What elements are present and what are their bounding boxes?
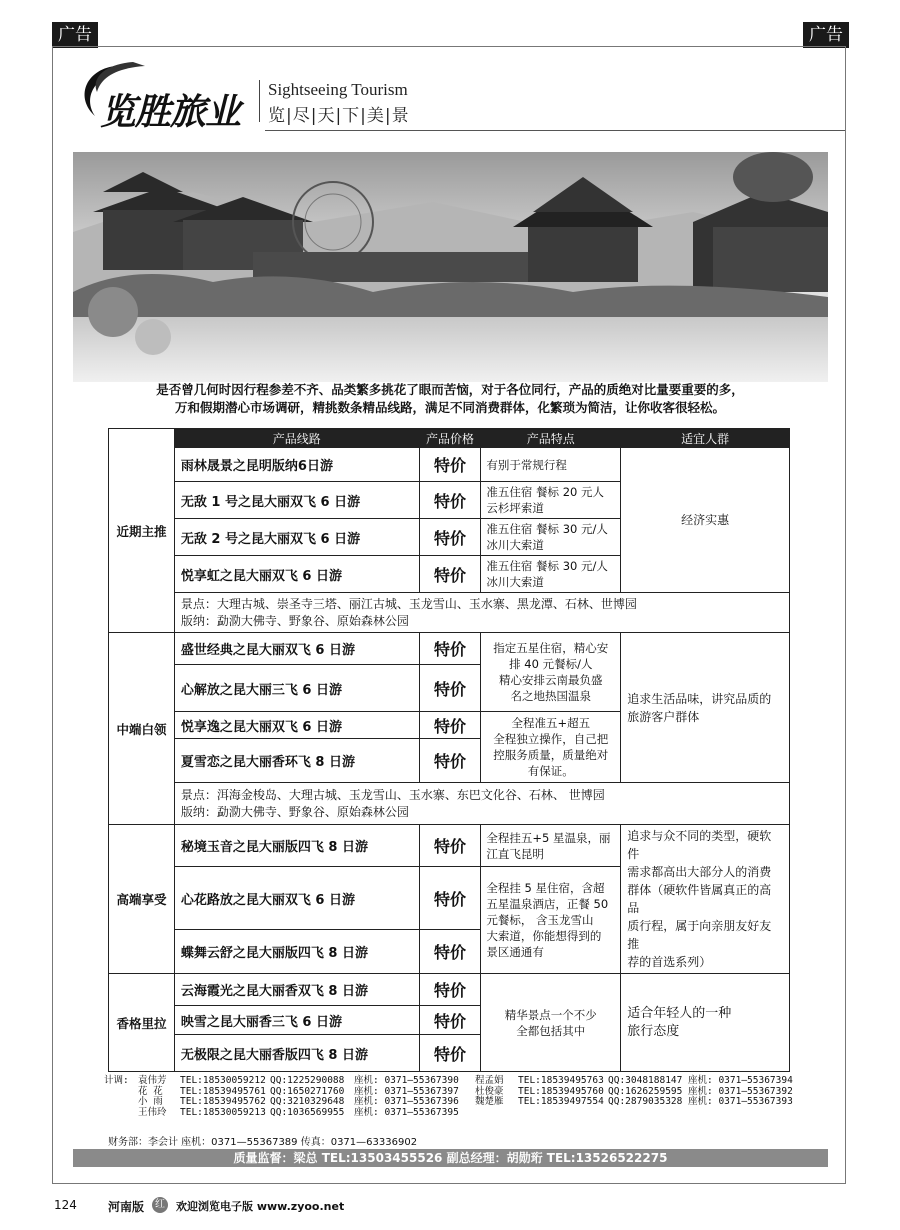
- contact-phone: 座机: 0371—55367395: [354, 1106, 459, 1118]
- contact-qq: QQ:1650271760: [270, 1085, 345, 1097]
- contacts-label: 计调:: [104, 1075, 129, 1086]
- price-cell: 特价: [419, 974, 481, 1006]
- scenic-cell: 景点：洱海金梭岛、大理古城、玉龙雪山、玉水寨、东巴文化谷、石林、 世博园 版纳：勐泐大佛寺、野象谷、原始森林公园: [174, 783, 789, 825]
- contact-phone: 座机: 0371—55367396: [354, 1096, 459, 1107]
- route-name: 无极限之昆大丽香版四飞 8 日游: [174, 1035, 419, 1072]
- price-cell: 特价: [419, 739, 481, 783]
- route-name: 悦享逸之昆大丽双飞 6 日游: [174, 712, 419, 739]
- route-name: 夏雪恋之昆大丽香环飞 8 日游: [174, 739, 419, 783]
- route-name: 盛世经典之昆大丽双飞 6 日游: [174, 633, 419, 665]
- banner-landscape-image: [73, 152, 828, 382]
- contact-name: 魏楚雁: [475, 1096, 504, 1107]
- price-cell: 特价: [419, 867, 481, 930]
- page-number: 124: [54, 1198, 77, 1212]
- contact-tel: TEL:18539495760: [518, 1085, 604, 1097]
- contact-qq: QQ:1225290088: [270, 1075, 345, 1086]
- feature-cell: 全程挂五+5 星温泉，丽 江直飞昆明: [481, 825, 621, 867]
- feature-cell: 准五住宿 餐标 30 元/人 冰川大索道: [481, 519, 621, 556]
- audience-cell: 追求生活品味，讲究品质的 旅游客户群体: [621, 633, 790, 783]
- contact-phone: 座机: 0371—55367393: [688, 1096, 793, 1107]
- price-cell: 特价: [419, 1035, 481, 1072]
- feature-cell: 精华景点一个不少 全都包括其中: [481, 974, 621, 1072]
- scenic-row: [109, 593, 790, 633]
- contact-name: 花 花: [138, 1085, 163, 1097]
- price-cell: 特价: [419, 633, 481, 665]
- price-cell: 特价: [419, 1006, 481, 1035]
- contact-qq: QQ:2879035328: [608, 1096, 683, 1107]
- route-name: 心解放之昆大丽三飞 6 日游: [174, 665, 419, 712]
- feature-cell: 准五住宿 餐标 30 元/人 冰川大索道: [481, 556, 621, 593]
- contact-name: 程孟娟: [475, 1075, 504, 1086]
- contact-qq: QQ:3210329648: [270, 1096, 345, 1107]
- intro-line-1: 是否曾几何时因行程参差不齐、品类繁多挑花了眼而苦恼，对于各位同行，产品的质绝对比量要重要的多，: [156, 382, 744, 397]
- edition-badge-icon: 红: [152, 1197, 168, 1213]
- table-row: [109, 448, 790, 482]
- contact-phone: 座机: 0371—55367397: [354, 1085, 459, 1097]
- contact-phone: 座机: 0371—55367392: [688, 1085, 793, 1097]
- feature-cell: 指定五星住宿，精心安 排 40 元餐标/人 精心安排云南最负盛 名之地热国温泉: [481, 633, 621, 712]
- contact-name: 王伟玲: [138, 1106, 167, 1118]
- table-row: [109, 974, 790, 1006]
- route-name: 雨林晟景之昆明版纳6日游: [174, 448, 419, 482]
- contact-tel: TEL:18539495761: [180, 1085, 266, 1097]
- table-row: [109, 825, 790, 867]
- contact-tel: TEL:18530059212: [180, 1075, 266, 1086]
- price-cell: 特价: [419, 448, 481, 482]
- category-cell: 高端享受: [109, 825, 175, 974]
- table-header: 适宜人群: [621, 429, 790, 448]
- price-cell: 特价: [419, 712, 481, 739]
- route-name: 无敌 2 号之昆大丽双飞 6 日游: [174, 519, 419, 556]
- logo-english: Sightseeing Tourism: [268, 80, 408, 99]
- edition-label: 河南版: [108, 1200, 145, 1214]
- route-name: 无敌 1 号之昆大丽双飞 6 日游: [174, 482, 419, 519]
- table-header-row: [109, 429, 790, 448]
- audience-cell: 适合年轻人的一种 旅行态度: [621, 974, 790, 1072]
- contact-name: 袁伟芳: [138, 1075, 167, 1086]
- category-cell: 香格里拉: [109, 974, 175, 1072]
- price-cell: 特价: [419, 556, 481, 593]
- category-cell: 近期主推: [109, 429, 175, 633]
- contact-tel: TEL:18539497554: [518, 1096, 604, 1107]
- contact-tel: TEL:18530059213: [180, 1106, 266, 1118]
- contact-name: 杜俊豪: [475, 1085, 504, 1097]
- contact-qq: QQ:1036569955: [270, 1106, 345, 1118]
- scenic-cell: 景点：大理古城、崇圣寺三塔、丽江古城、玉龙雪山、玉水寨、黑龙潭、石林、世博园 版纳：勐泐大佛寺、野象谷、原始森林公园: [174, 593, 789, 633]
- contact-phone: 座机: 0371—55367390: [354, 1075, 459, 1086]
- price-cell: 特价: [419, 665, 481, 712]
- route-name: 悦享虹之昆大丽双飞 6 日游: [174, 556, 419, 593]
- ad-label-left: 广告: [52, 22, 98, 48]
- audience-cell: 追求与众不同的类型，硬软件 需求都高出大部分人的消费 群体（硬软件皆属真正的高品 质行程，属于向亲朋友好友推 荐的首选系列）: [621, 825, 790, 974]
- contact-qq: QQ:3048188147: [608, 1075, 683, 1086]
- product-table: [108, 428, 790, 1072]
- price-cell: 特价: [419, 519, 481, 556]
- route-name: 心花路放之昆大丽双飞 6 日游: [174, 867, 419, 930]
- ad-label-right: 广告: [803, 22, 849, 48]
- footer-slogan: 欢迎浏览电子版 www.zyoo.net: [176, 1200, 345, 1213]
- finance-line: 财务部：李会计 座机：0371—55367389 传真：0371—63336902: [108, 1137, 418, 1148]
- logo-divider: [259, 80, 260, 122]
- contact-name: 小 雨: [138, 1096, 163, 1107]
- contact-tel: TEL:18539495762: [180, 1096, 266, 1107]
- route-name: 蝶舞云舒之昆大丽版四飞 8 日游: [174, 930, 419, 974]
- logo-name: 览胜旅业: [100, 91, 241, 133]
- price-cell: 特价: [419, 825, 481, 867]
- price-cell: 特价: [419, 930, 481, 974]
- route-name: 映雪之昆大丽香三飞 6 日游: [174, 1006, 419, 1035]
- table-header: 产品线路: [174, 429, 419, 448]
- category-cell: 中端白领: [109, 633, 175, 825]
- contact-qq: QQ:1626259595: [608, 1085, 683, 1097]
- feature-cell: 准五住宿 餐标 20 元人 云杉坪索道: [481, 482, 621, 519]
- table-header: 产品特点: [481, 429, 621, 448]
- header-rule: [265, 130, 845, 131]
- intro-line-2: 万和假期潜心市场调研，精挑数条精品线路，满足不同消费群体，化繁琐为简洁，让你收客很轻松。: [174, 400, 725, 415]
- route-name: 秘境玉音之昆大丽版四飞 8 日游: [174, 825, 419, 867]
- feature-cell: 全程准五+超五 全程独立操作，自己把 控服务质量，质量绝对 有保证。: [481, 712, 621, 783]
- supervision-bar: 质量监督：梁总 TEL:13503455526 副总经理：胡勋珩 TEL:13526522275: [73, 1149, 828, 1167]
- price-cell: 特价: [419, 482, 481, 519]
- table-row: [109, 633, 790, 665]
- contact-tel: TEL:18539495763: [518, 1075, 604, 1086]
- table-header: 产品价格: [419, 429, 481, 448]
- contact-phone: 座机: 0371—55367394: [688, 1075, 793, 1086]
- feature-cell: 全程挂 5 星住宿，含超 五星温泉酒店，正餐 50 元餐标， 含玉龙雪山 大索道，你能想得到的 景区通通有: [481, 867, 621, 974]
- logo-slogan: 览|尽|天|下|美|景: [268, 106, 410, 126]
- scenic-row: [109, 783, 790, 825]
- audience-cell: 经济实惠: [621, 448, 790, 593]
- route-name: 云海霞光之昆大丽香双飞 8 日游: [174, 974, 419, 1006]
- feature-cell: 有别于常规行程: [481, 448, 621, 482]
